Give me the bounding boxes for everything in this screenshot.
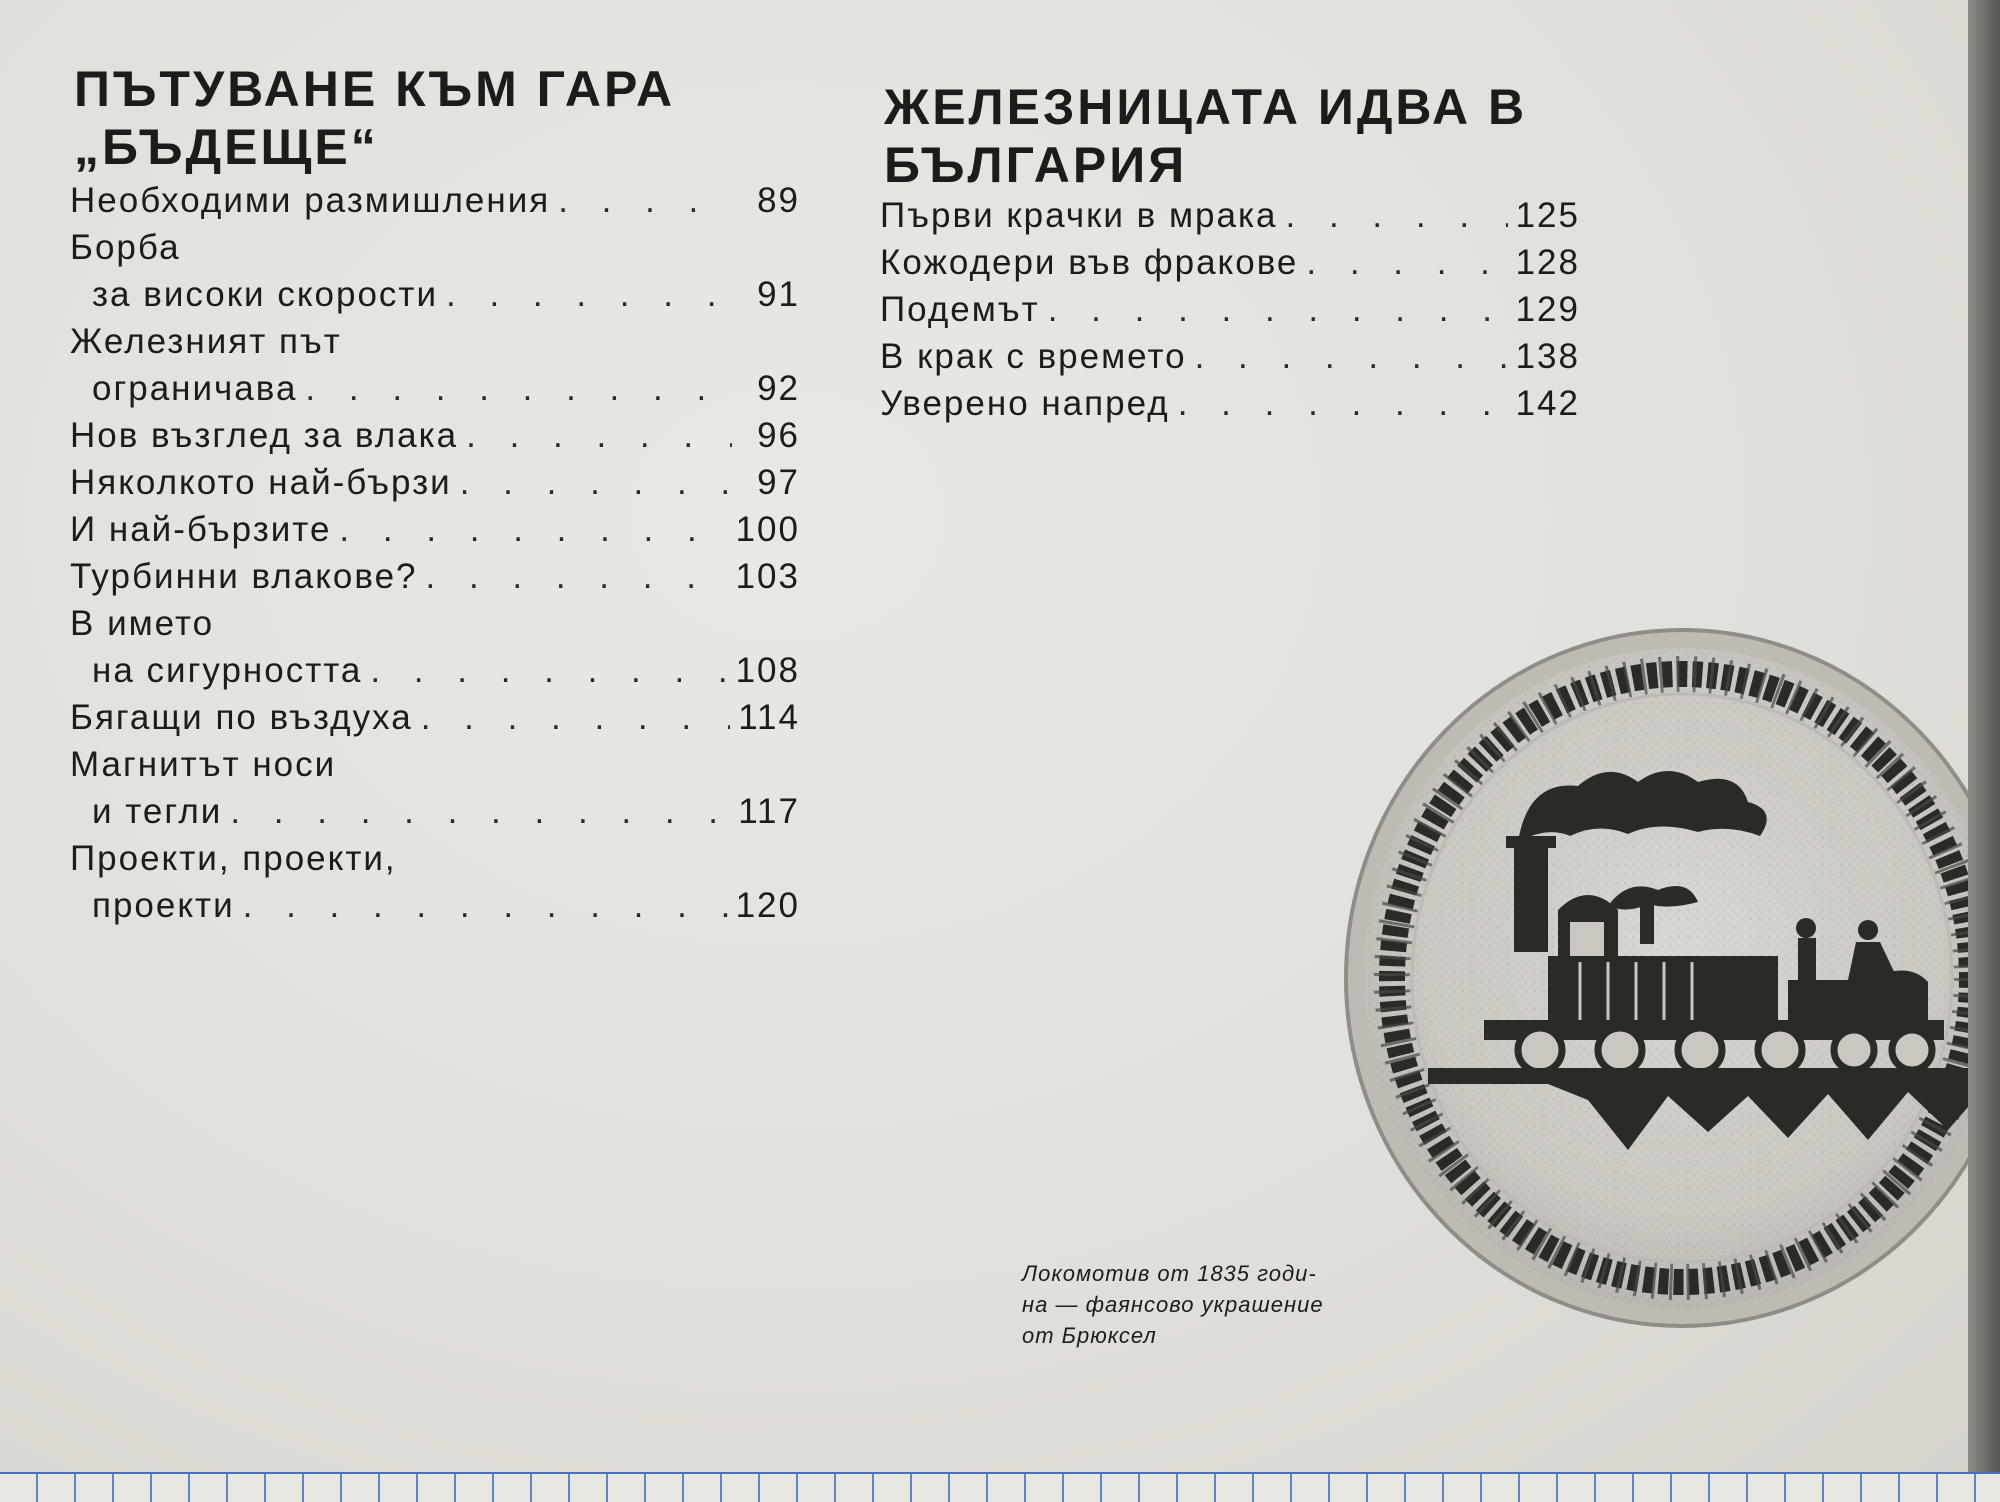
toc-entry-line <box>70 412 800 459</box>
toc-entry <box>70 506 800 553</box>
dot-leader <box>1195 333 1508 380</box>
toc-entry <box>70 600 800 694</box>
toc-entry-line <box>70 459 800 506</box>
toc-entry <box>70 318 800 412</box>
toc-entry-title: Борба <box>70 228 181 267</box>
toc-entry-line <box>70 318 800 365</box>
toc-entry-line <box>70 271 800 318</box>
toc-entry-title: за високи скорости <box>92 275 439 314</box>
toc-entry-title: Железният път <box>70 322 342 361</box>
toc-page-number: 96 <box>757 416 800 455</box>
toc-entry-title: и тегли <box>92 792 223 831</box>
toc-entry-line <box>880 333 1580 380</box>
caption-line: Локомотив от 1835 годи- <box>1022 1261 1317 1286</box>
toc-entry-line <box>70 741 800 788</box>
toc-entry-title: проекти <box>92 886 235 925</box>
toc-entry-line <box>70 553 800 600</box>
toc-page-number: 125 <box>1515 196 1580 235</box>
toc-entry <box>70 835 800 929</box>
dot-leader <box>1048 286 1508 333</box>
toc-entry-title: Подемът <box>880 290 1040 329</box>
toc-entry <box>880 192 1580 239</box>
dot-leader <box>421 694 731 741</box>
dot-leader <box>466 412 732 459</box>
dot-leader <box>460 459 732 506</box>
toc-entry <box>880 380 1580 427</box>
toc-entry-title: В крак с времето <box>880 337 1187 376</box>
toc-entry <box>70 224 800 318</box>
toc-entry-line <box>70 835 800 882</box>
toc-entry-title: Уверено напред <box>880 384 1170 423</box>
toc-entry-line <box>70 224 800 271</box>
dot-leader <box>558 177 732 224</box>
notebook-paper-strip <box>0 1472 2000 1502</box>
toc-entry-title: Необходими размишления <box>70 181 551 220</box>
toc-page-number: 103 <box>735 557 800 596</box>
toc-entry <box>70 741 800 835</box>
toc-entry <box>880 286 1580 333</box>
passenger-figure <box>1858 920 1878 940</box>
toc-entry <box>70 412 800 459</box>
heading-line: „БЪДЕЩЕ“ <box>74 119 379 175</box>
toc-entry-line <box>70 788 800 835</box>
toc-entry-line <box>70 365 800 412</box>
plate-illustration <box>1308 610 1998 1340</box>
book-edge-shadow <box>1968 0 2000 1500</box>
toc-entry <box>880 239 1580 286</box>
dot-leader <box>1178 380 1508 427</box>
toc-entry-line <box>70 882 800 929</box>
toc-entry-line <box>70 177 800 224</box>
dot-leader <box>1286 192 1508 239</box>
locomotive-plate-image <box>1308 610 1998 1340</box>
caption-line: на — фаянсово украшение <box>1022 1292 1324 1317</box>
dot-leader <box>230 788 730 835</box>
toc-entry <box>70 459 800 506</box>
dot-leader <box>1306 239 1507 286</box>
toc-entry-line <box>70 506 800 553</box>
toc-entry-title: Кожодери във фракове <box>880 243 1299 282</box>
toc-entry-title: В името <box>70 604 215 643</box>
dot-leader <box>339 506 727 553</box>
illustration-caption <box>1022 1258 1402 1351</box>
toc-page-number: 89 <box>757 181 800 220</box>
toc-entry-line <box>70 600 800 647</box>
toc-entry <box>70 177 800 224</box>
dot-leader <box>426 553 728 600</box>
toc-entry-line <box>880 380 1580 427</box>
toc-entry-title: ограничава <box>92 369 298 408</box>
dot-leader <box>243 882 728 929</box>
toc-entry <box>880 333 1580 380</box>
toc-page-number: 97 <box>757 463 800 502</box>
heading-line: ПЪТУВАНЕ КЪМ ГАРА <box>74 61 676 117</box>
toc-entry-line <box>70 647 800 694</box>
toc-entry-title: Магнитът носи <box>70 745 337 784</box>
dot-leader <box>305 365 732 412</box>
toc-entry-title: И най-бързите <box>70 510 332 549</box>
engineer-figure <box>1796 918 1816 938</box>
toc-page-number: 114 <box>738 698 800 737</box>
toc-entry-line <box>880 286 1580 333</box>
heading-line: БЪЛГАРИЯ <box>884 137 1188 193</box>
toc-entry-title: Няколкото най-бързи <box>70 463 452 502</box>
toc-list-right <box>880 192 1580 427</box>
toc-page-number: 120 <box>735 886 800 925</box>
toc-page-number: 138 <box>1515 337 1580 376</box>
heading-line: ЖЕЛЕЗНИЦАТА ИДВА В <box>884 79 1528 135</box>
toc-entry-line <box>880 192 1580 239</box>
toc-entry-title: на сигурността <box>92 651 363 690</box>
caption-line: от Брюксел <box>1022 1323 1157 1348</box>
section-heading-future-station <box>74 60 675 176</box>
toc-page-number: 142 <box>1515 384 1580 423</box>
toc-page-number: 100 <box>735 510 800 549</box>
toc-entry-line <box>880 239 1580 286</box>
toc-entry-title: Проекти, проекти, <box>70 839 397 878</box>
toc-page-number: 92 <box>757 369 800 408</box>
toc-entry-line <box>70 694 800 741</box>
toc-entry <box>70 694 800 741</box>
toc-entry-title: Бягащи по въздуха <box>70 698 413 737</box>
rail-track <box>1428 1068 1988 1084</box>
toc-entry-title: Турбинни влакове? <box>70 557 418 596</box>
toc-list-left <box>70 177 800 929</box>
locomotive-tender <box>1788 980 1868 1026</box>
toc-page-number: 91 <box>757 275 800 314</box>
toc-page-number: 129 <box>1515 290 1580 329</box>
toc-page-number: 117 <box>738 792 800 831</box>
toc-entry-title: Нов възглед за влака <box>70 416 459 455</box>
dot-leader <box>446 271 732 318</box>
toc-entry-title: Първи крачки в мрака <box>880 196 1278 235</box>
toc-page-number: 108 <box>735 651 800 690</box>
section-heading-railway-bulgaria <box>884 78 1527 194</box>
toc-entry <box>70 553 800 600</box>
locomotive-chimney <box>1514 842 1548 952</box>
toc-page-number: 128 <box>1515 243 1580 282</box>
dot-leader <box>370 647 727 694</box>
